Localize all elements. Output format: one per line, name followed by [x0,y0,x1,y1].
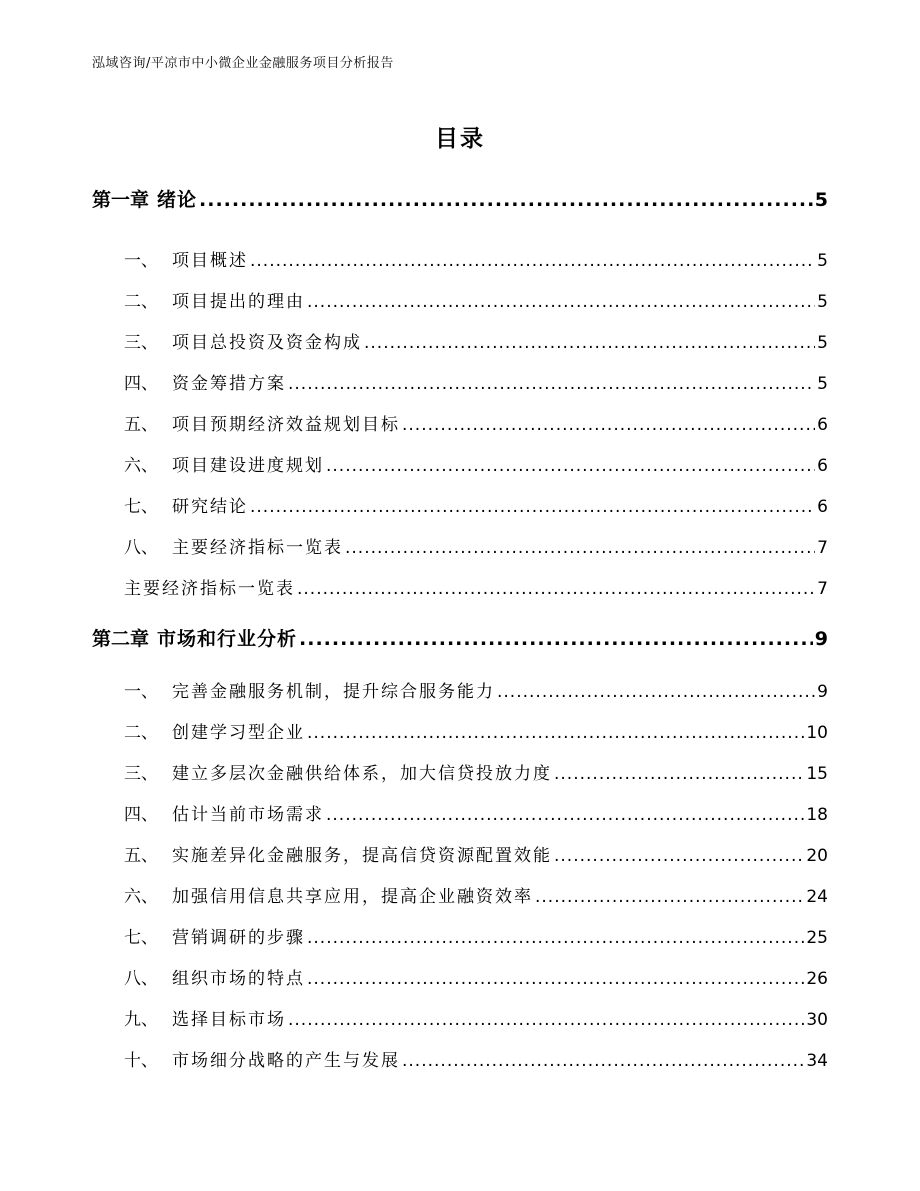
section-number: 十、 [124,1051,158,1071]
dot-leader [299,628,813,650]
page-number: 9 [817,682,828,702]
section-number: 五、 [124,846,158,866]
page-number: 20 [806,846,828,866]
toc-section[interactable] [124,800,828,825]
section-title: 项目建设进度规划 [172,456,324,476]
dot-leader [554,764,804,784]
toc-section[interactable] [124,964,828,989]
page-number: 18 [806,805,828,825]
section-title: 创建学习型企业 [172,723,305,743]
toc-section[interactable] [124,369,828,394]
toc-section[interactable] [124,451,828,476]
section-title: 市场细分战略的产生与发展 [172,1051,400,1071]
section-number: 八、 [124,538,158,558]
toc-section[interactable] [124,492,828,517]
section-title: 建立多层次金融供给体系，加大信贷投放力度 [172,764,552,784]
page-number: 6 [817,415,828,435]
toc-section[interactable] [124,1005,828,1030]
section-title: 资金筹措方案 [172,374,286,394]
toc-section[interactable] [124,246,828,271]
section-number: 四、 [124,374,158,394]
page-number: 15 [806,764,828,784]
section-number: 三、 [124,764,158,784]
section-title: 项目概述 [172,251,248,271]
toc-chapter[interactable] [92,624,828,651]
dot-leader [307,928,804,948]
dot-leader [250,497,815,517]
page-number: 5 [814,189,828,211]
dot-leader [307,292,815,312]
page-number: 26 [806,969,828,989]
section-title: 项目预期经济效益规划目标 [172,415,400,435]
section-title: 主要经济指标一览表 [172,538,343,558]
section-number: 一、 [124,682,158,702]
toc-section[interactable] [124,923,828,948]
chapter-title: 绪论 [157,189,198,211]
page-number: 5 [817,292,828,312]
toc-section[interactable] [124,287,828,312]
subentry-title: 主要经济指标一览表 [124,579,295,599]
section-number: 二、 [124,723,158,743]
dot-leader [326,456,815,476]
section-title: 研究结论 [172,497,248,517]
section-title: 选择目标市场 [172,1010,286,1030]
page-number: 24 [806,887,828,907]
toc-section[interactable] [124,841,828,866]
page-title: 目录 [435,126,485,152]
toc-subentry[interactable] [124,574,828,599]
section-number: 六、 [124,887,158,907]
section-title: 加强信用信息共享应用，提高企业融资效率 [172,887,533,907]
page-number: 5 [817,251,828,271]
dot-leader [307,723,804,743]
toc-section[interactable] [124,759,828,784]
toc-section[interactable] [124,882,828,907]
page-number: 5 [817,374,828,394]
section-number: 八、 [124,969,158,989]
dot-leader [364,333,815,353]
toc-section[interactable] [124,1046,828,1071]
section-number: 七、 [124,497,158,517]
section-number: 六、 [124,456,158,476]
dot-leader [326,805,804,825]
section-number: 一、 [124,251,158,271]
section-title: 估计当前市场需求 [172,805,324,825]
page-number: 6 [817,497,828,517]
toc-section[interactable] [124,718,828,743]
dot-leader [554,846,804,866]
section-title: 项目总投资及资金构成 [172,333,362,353]
page-number: 9 [814,628,828,650]
toc-section[interactable] [124,677,828,702]
dot-leader [402,415,815,435]
dot-leader [199,189,813,211]
section-number: 五、 [124,415,158,435]
chapter-title: 市场和行业分析 [157,628,298,650]
toc-section[interactable] [124,533,828,558]
section-title: 实施差异化金融服务，提高信贷资源配置效能 [172,846,552,866]
page-number: 5 [817,333,828,353]
section-number: 七、 [124,928,158,948]
section-title: 组织市场的特点 [172,969,305,989]
dot-leader [402,1051,804,1071]
running-header: 泓域咨询/平凉市中小微企业金融服务项目分析报告 [92,56,394,71]
page-number: 6 [817,456,828,476]
chapter-number: 第二章 [92,628,150,650]
dot-leader [288,1010,804,1030]
dot-leader [345,538,815,558]
toc-section[interactable] [124,410,828,435]
dot-leader [535,887,804,907]
toc-section[interactable] [124,328,828,353]
dot-leader [297,579,815,599]
page-number: 34 [806,1051,828,1071]
section-number: 三、 [124,333,158,353]
page-number: 7 [817,579,828,599]
dot-leader [497,682,815,702]
dot-leader [250,251,815,271]
section-number: 二、 [124,292,158,312]
page-number: 25 [806,928,828,948]
chapter-number: 第一章 [92,189,150,211]
section-title: 完善金融服务机制，提升综合服务能力 [172,682,495,702]
page-number: 7 [817,538,828,558]
section-title: 营销调研的步骤 [172,928,305,948]
dot-leader [307,969,804,989]
dot-leader [288,374,815,394]
page-number: 10 [806,723,828,743]
section-number: 九、 [124,1010,158,1030]
section-title: 项目提出的理由 [172,292,305,312]
toc-chapter[interactable] [92,185,828,212]
section-number: 四、 [124,805,158,825]
page-number: 30 [806,1010,828,1030]
